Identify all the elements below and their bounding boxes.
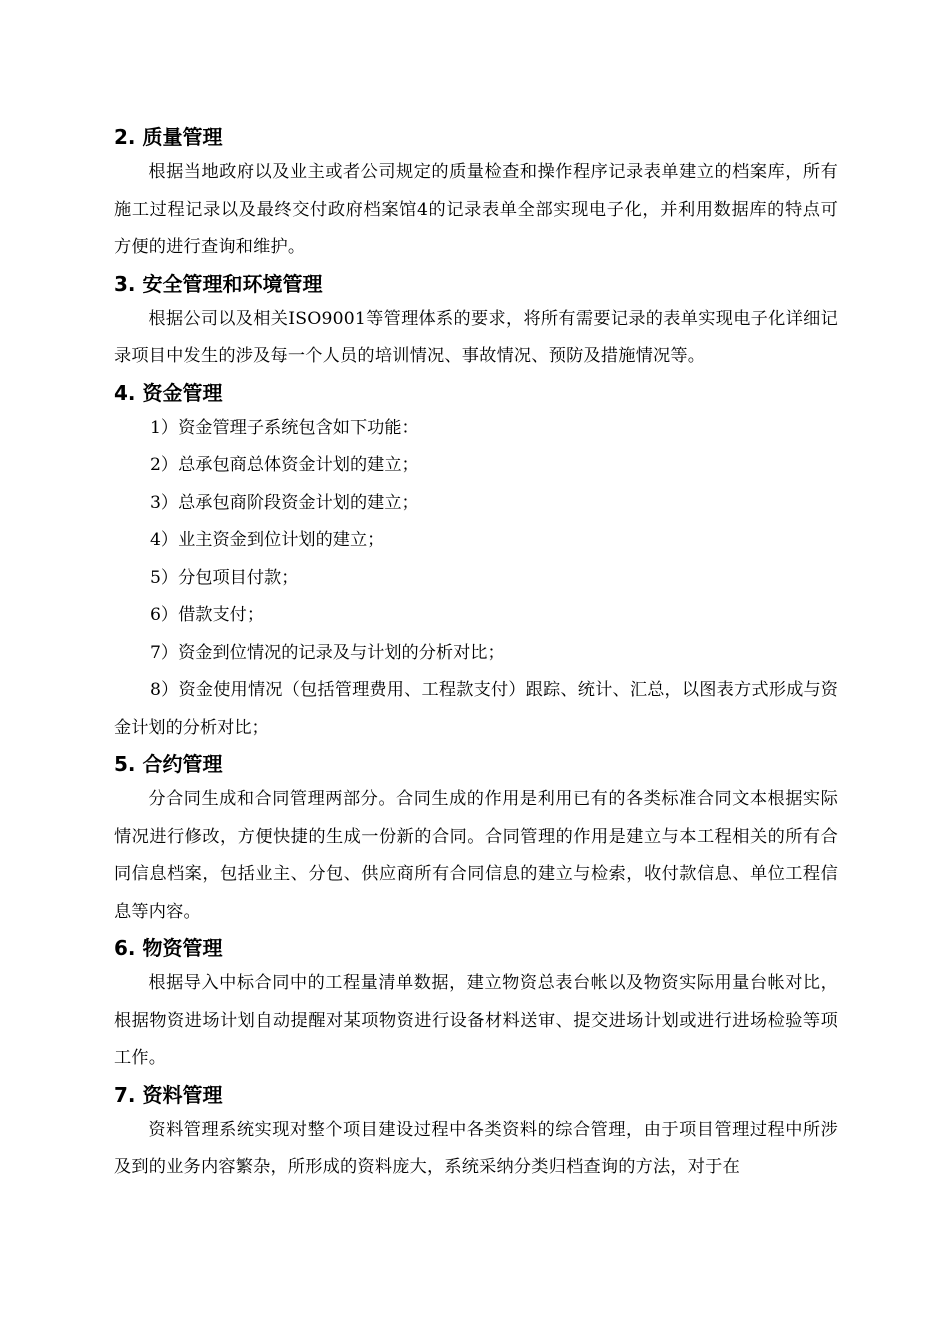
section-heading-safety: 3. 安全管理和环境管理	[114, 271, 323, 296]
section-heading-quality: 2. 质量管理	[114, 125, 223, 149]
document-page	[114, 120, 838, 1187]
section-paragraph-contract: 分合同生成和合同管理两部分。合同生成的作用是利用已有的各类标准合同文本根据实际情况进行修改，方便快捷的生成一份新的合同。合同管理的作用是建立与本工程相关的所有合同信息档案，包括业主、分包、供应商所有合同信息的建立与检索，收付款信息、单位工程信息等内容。	[114, 789, 838, 922]
list-item: 7）资金到位情况的记录及与计划的分析对比；	[150, 642, 505, 663]
list-item: 6）借款支付；	[150, 605, 265, 625]
list-item: 5）分包项目付款；	[150, 567, 299, 588]
section-paragraph-materials: 根据导入中标合同中的工程量清单数据，建立物资总表台帐以及物资实际用量台帐对比，根据物资进场计划自动提醒对某项物资进行设备材料送审、提交进场计划或进行进场检验等项工作。	[114, 973, 838, 1068]
section-paragraph-quality: 根据当地政府以及业主或者公司规定的质量检查和操作程序记录表单建立的档案库，所有施工过程记录以及最终交付政府档案馆4的记录表单全部实现电子化，并利用数据库的特点可方便的进行查询和维护。	[114, 162, 838, 257]
section-heading-documents: 7. 资料管理	[114, 1082, 223, 1107]
list-item: 8）资金使用情况（包括管理费用、工程款支付）跟踪、统计、汇总，以图表方式形成与资金计划的分析对比；	[114, 680, 838, 738]
list-item: 4）业主资金到位计划的建立；	[150, 530, 385, 550]
list-item: 3）总承包商阶段资金计划的建立；	[150, 492, 419, 513]
section-paragraph-documents: 资料管理系统实现对整个项目建设过程中各类资料的综合管理，由于项目管理过程中所涉及到的业务内容繁杂，所形成的资料庞大，系统采纳分类归档查询的方法，对于在	[114, 1119, 838, 1177]
list-item: 1）资金管理子系统包含如下功能：	[150, 417, 419, 438]
section-heading-funds: 4. 资金管理	[114, 380, 223, 405]
funds-list	[114, 410, 838, 748]
section-heading-contract: 5. 合约管理	[114, 752, 223, 776]
section-paragraph-safety: 根据公司以及相关ISO9001等管理体系的要求，将所有需要记录的表单实现电子化详细记录项目中发生的涉及每一个人员的培训情况、事故情况、预防及措施情况等。	[114, 308, 838, 366]
section-heading-materials: 6. 物资管理	[114, 936, 223, 960]
list-item: 2）总承包商总体资金计划的建立；	[150, 455, 419, 475]
